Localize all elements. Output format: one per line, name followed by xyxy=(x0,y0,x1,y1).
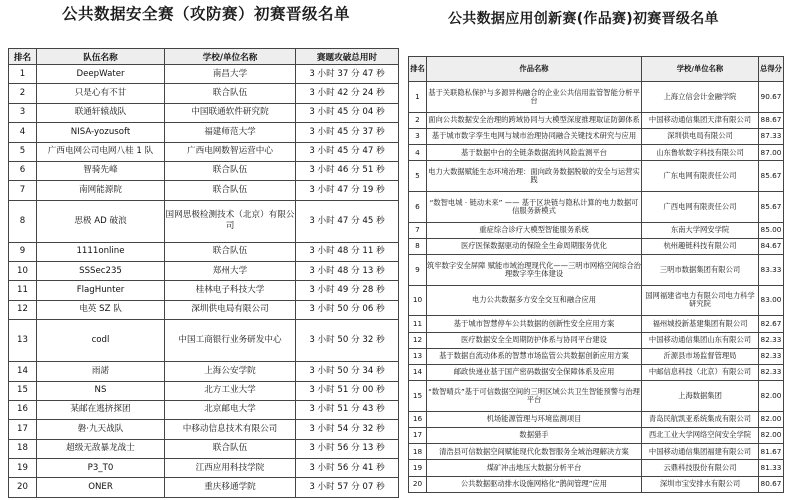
time-cell: 3 小时 50 分 34 秒 xyxy=(296,362,399,381)
header-time: 赛题攻破总用时 xyxy=(296,49,399,65)
time-cell: 3 小时 49 分 28 秒 xyxy=(296,281,399,300)
rank-cell: 19 xyxy=(409,460,427,476)
org-cell: 中国联通软件研究院 xyxy=(165,103,296,122)
work-name-cell: 煤矿冲击地压大数据分析平台 xyxy=(427,460,642,476)
org-cell: 福州城投新基建集团有限公司 xyxy=(642,316,759,332)
right-title: 公共数据应用创新赛(作品赛)初赛晋级名单 xyxy=(448,11,719,27)
rank-cell: 6 xyxy=(409,191,427,222)
rank-cell: 20 xyxy=(9,478,37,498)
org-cell: 南昌大学 xyxy=(165,65,296,84)
rank-cell: 16 xyxy=(9,400,37,419)
table-row xyxy=(9,420,399,439)
org-cell: 北方工业大学 xyxy=(165,381,296,400)
table-row xyxy=(409,161,784,192)
rank-cell: 20 xyxy=(409,476,427,492)
org-cell: 桂林电子科技大学 xyxy=(165,281,296,300)
team-name-cell: ONER xyxy=(37,478,165,498)
table-row xyxy=(9,103,399,122)
org-cell: 东南大学网安学院 xyxy=(642,222,759,238)
rank-cell: 2 xyxy=(9,84,37,103)
rank-cell: 13 xyxy=(409,348,427,364)
work-name-cell: 电力大数据赋能生态环境治理：面向政务数据脱敏的安全与运营实践 xyxy=(427,161,642,192)
attack-defense-ranking-table xyxy=(8,48,399,498)
table-row xyxy=(9,439,399,458)
rank-cell: 17 xyxy=(9,420,37,439)
rank-cell: 1 xyxy=(9,65,37,84)
work-name-cell: “数智晴兵”基于可信数据空间的三明区域公共卫生智能预警与治理平台 xyxy=(427,381,642,412)
rank-cell: 6 xyxy=(9,161,37,180)
org-cell: 郑州大学 xyxy=(165,262,296,281)
org-cell: 西北工业大学网络空间安全学院 xyxy=(642,427,759,443)
time-cell: 3 小时 56 分 41 秒 xyxy=(296,459,399,478)
org-cell: 沂源县市场监督管理局 xyxy=(642,348,759,364)
table-row xyxy=(409,460,784,476)
org-cell: 广西电网数智运营中心 xyxy=(165,142,296,161)
table-row xyxy=(409,191,784,222)
work-name-cell: 基于关联隐私保护与多源异构融合的企业公共信用监管智能分析平台 xyxy=(427,82,642,113)
score-cell: 90.67 xyxy=(759,82,784,113)
table-row xyxy=(9,320,399,362)
score-cell: 82.67 xyxy=(759,316,784,332)
score-cell: 82.00 xyxy=(759,427,784,443)
work-name-cell: 基于数据中台的全链条数据流转风险监测平台 xyxy=(427,145,642,161)
org-cell: 北京邮电大学 xyxy=(165,400,296,419)
rank-cell: 7 xyxy=(9,181,37,200)
rank-cell: 19 xyxy=(9,459,37,478)
rank-cell: 15 xyxy=(9,381,37,400)
table-row xyxy=(9,84,399,103)
team-name-cell: 雨諾 xyxy=(37,362,165,381)
table-row xyxy=(409,332,784,348)
rank-cell: 8 xyxy=(409,238,427,254)
rank-cell: 4 xyxy=(409,145,427,161)
work-name-cell: 医疗数据安全全周期防护体系与协同平台建设 xyxy=(427,332,642,348)
team-name-cell: FlagHunter xyxy=(37,281,165,300)
work-name-cell: 医疗医保数据驱动的保险全生命周期服务优化 xyxy=(427,238,642,254)
org-cell: 联合队伍 xyxy=(165,439,296,458)
header-work: 作品名称 xyxy=(427,57,642,82)
org-cell: 联合队伍 xyxy=(165,181,296,200)
header-score: 总得分 xyxy=(759,57,784,82)
rank-cell: 12 xyxy=(409,332,427,348)
org-cell: 上海公安学院 xyxy=(165,362,296,381)
score-cell: 82.33 xyxy=(759,364,784,380)
table-row xyxy=(9,123,399,142)
table-row xyxy=(9,300,399,319)
work-name-cell: 基于城市智慧停车公共数据的创新性安全应用方案 xyxy=(427,316,642,332)
work-name-cell: “数智电城 · 链动未来” —— 基于区块链与隐私计算的电力数据可信服务新模式 xyxy=(427,191,642,222)
work-name-cell: 重症综合诊疗大模型智能服务系统 xyxy=(427,222,642,238)
time-cell: 3 小时 50 分 06 秒 xyxy=(296,300,399,319)
rank-cell: 11 xyxy=(9,281,37,300)
table-row xyxy=(409,222,784,238)
team-name-cell: NS xyxy=(37,381,165,400)
table-row xyxy=(409,381,784,412)
team-name-cell: 广西电网公司电网八桂 1 队 xyxy=(37,142,165,161)
table-row xyxy=(9,459,399,478)
table-row xyxy=(409,254,784,285)
table-row xyxy=(9,142,399,161)
header-rank: 排名 xyxy=(409,57,427,82)
table-row xyxy=(9,478,399,498)
rank-cell: 16 xyxy=(409,411,427,427)
table-row xyxy=(409,316,784,332)
org-cell: 深圳供电局有限公司 xyxy=(642,128,759,144)
table-row xyxy=(409,444,784,460)
work-name-cell: 公共数据驱动排水设施网格化“鹊间管理”应用 xyxy=(427,476,642,492)
org-cell: 国网福建省电力有限公司电力科学研究院 xyxy=(642,285,759,316)
score-cell: 85.67 xyxy=(759,161,784,192)
work-name-cell: 筑牢数字安全屏障 赋能市域治理现代化——三明市网格空间综合治理数字孪生体建设 xyxy=(427,254,642,285)
org-cell: 广东电网有限责任公司 xyxy=(642,161,759,192)
left-title: 公共数据安全赛（攻防赛）初赛晋级名单 xyxy=(62,5,351,23)
work-name-cell: 面向公共数据安全治理的跨域协同与大模型深度推理取证防御体系 xyxy=(427,112,642,128)
org-cell: 深圳供电局有限公司 xyxy=(165,300,296,319)
score-cell: 82.00 xyxy=(759,411,784,427)
time-cell: 3 小时 50 分 32 秒 xyxy=(296,320,399,362)
org-cell: 联合队伍 xyxy=(165,84,296,103)
time-cell: 3 小时 45 分 04 秒 xyxy=(296,103,399,122)
org-cell: 青岛民航凯亚系统集成有限公司 xyxy=(642,411,759,427)
rank-cell: 7 xyxy=(409,222,427,238)
rank-cell: 14 xyxy=(9,362,37,381)
org-cell: 中国工商银行业务研发中心 xyxy=(165,320,296,362)
table-row xyxy=(9,262,399,281)
table-row xyxy=(9,381,399,400)
table-row xyxy=(409,238,784,254)
time-cell: 3 小时 45 分 37 秒 xyxy=(296,123,399,142)
rank-cell: 5 xyxy=(409,161,427,192)
score-cell: 82.33 xyxy=(759,348,784,364)
score-cell: 82.33 xyxy=(759,332,784,348)
time-cell: 3 小时 47 分 19 秒 xyxy=(296,181,399,200)
work-name-cell: 基于数据自流动体系的智慧市场监管公共数据创新应用方案 xyxy=(427,348,642,364)
score-cell: 87.00 xyxy=(759,145,784,161)
time-cell: 3 小时 45 分 47 秒 xyxy=(296,142,399,161)
work-name-cell: 电力公共数据多方安全交互和融合应用 xyxy=(427,285,642,316)
team-name-cell: 智骑先峰 xyxy=(37,161,165,180)
table-row xyxy=(409,411,784,427)
table-header-row xyxy=(409,57,784,82)
team-name-cell: 电英 SZ 队 xyxy=(37,300,165,319)
time-cell: 3 小时 56 分 13 秒 xyxy=(296,439,399,458)
rank-cell: 10 xyxy=(409,285,427,316)
org-cell: 中国移动通信集团天津有限公司 xyxy=(642,112,759,128)
table-row xyxy=(9,161,399,180)
score-cell: 83.33 xyxy=(759,254,784,285)
table-row xyxy=(9,181,399,200)
rank-cell: 18 xyxy=(9,439,37,458)
table-row xyxy=(409,348,784,364)
org-cell: 三明市数据集团有限公司 xyxy=(642,254,759,285)
team-name-cell: 南网能源院 xyxy=(37,181,165,200)
table-row xyxy=(409,82,784,113)
team-name-cell: 某邮在逃挤探团 xyxy=(37,400,165,419)
table-row xyxy=(409,476,784,492)
table-row xyxy=(409,364,784,380)
rank-cell: 4 xyxy=(9,123,37,142)
work-name-cell: 数据猎手 xyxy=(427,427,642,443)
team-name-cell: NISA-yozusoft xyxy=(37,123,165,142)
org-cell: 广西电网有限责任公司 xyxy=(642,191,759,222)
rank-cell: 1 xyxy=(409,82,427,113)
org-cell: 中移动信息技术有限公司 xyxy=(165,420,296,439)
rank-cell: 3 xyxy=(409,128,427,144)
score-cell: 81.67 xyxy=(759,444,784,460)
org-cell: 上海数据集团 xyxy=(642,381,759,412)
rank-cell: 18 xyxy=(409,444,427,460)
rank-cell: 9 xyxy=(409,254,427,285)
team-name-cell: DeepWater xyxy=(37,65,165,84)
org-cell: 福建师范大学 xyxy=(165,123,296,142)
org-cell: 山东鲁软数字科技有限公司 xyxy=(642,145,759,161)
org-cell: 杭州趣链科技有限公司 xyxy=(642,238,759,254)
org-cell: 上海立信会计金融学院 xyxy=(642,82,759,113)
org-cell: 中国移动通信集团福建有限公司 xyxy=(642,444,759,460)
team-name-cell: 超级无敌暴龙战士 xyxy=(37,439,165,458)
table-row xyxy=(409,128,784,144)
org-cell: 云鼎科技股份有限公司 xyxy=(642,460,759,476)
table-row xyxy=(9,242,399,261)
table-header-row xyxy=(9,49,399,65)
org-cell: 深圳市宝安排水有限公司 xyxy=(642,476,759,492)
header-team: 队伍名称 xyxy=(37,49,165,65)
team-name-cell: 1111online xyxy=(37,242,165,261)
score-cell: 82.00 xyxy=(759,381,784,412)
org-cell: 江西应用科技学院 xyxy=(165,459,296,478)
org-cell: 联合队伍 xyxy=(165,242,296,261)
time-cell: 3 小时 51 分 43 秒 xyxy=(296,400,399,419)
org-cell: 中邮信息科技（北京）有限公司 xyxy=(642,364,759,380)
header-org: 学校/单位名称 xyxy=(642,57,759,82)
org-cell: 国网思极检测技术（北京）有限公司 xyxy=(165,200,296,242)
score-cell: 85.67 xyxy=(759,191,784,222)
rank-cell: 9 xyxy=(9,242,37,261)
score-cell: 80.67 xyxy=(759,476,784,492)
time-cell: 3 小时 51 分 00 秒 xyxy=(296,381,399,400)
rank-cell: 15 xyxy=(409,381,427,412)
table-row xyxy=(9,362,399,381)
time-cell: 3 小时 47 分 45 秒 xyxy=(296,200,399,242)
table-row xyxy=(9,281,399,300)
rank-cell: 17 xyxy=(409,427,427,443)
team-name-cell: codl xyxy=(37,320,165,362)
time-cell: 3 小时 48 分 11 秒 xyxy=(296,242,399,261)
rank-cell: 14 xyxy=(409,364,427,380)
team-name-cell: 只是心有不甘 xyxy=(37,84,165,103)
org-cell: 联合队伍 xyxy=(165,161,296,180)
table-row xyxy=(9,400,399,419)
team-name-cell: 思极 AD 破浪 xyxy=(37,200,165,242)
time-cell: 3 小时 46 分 51 秒 xyxy=(296,161,399,180)
header-org: 学校/单位名称 xyxy=(165,49,296,65)
rank-cell: 13 xyxy=(9,320,37,362)
score-cell: 84.67 xyxy=(759,238,784,254)
table-row xyxy=(9,65,399,84)
rank-cell: 5 xyxy=(9,142,37,161)
rank-cell: 3 xyxy=(9,103,37,122)
work-name-cell: 邮政快递业基于国产密码数据安全保障体系及应用 xyxy=(427,364,642,380)
rank-cell: 10 xyxy=(9,262,37,281)
team-name-cell: P3_T0 xyxy=(37,459,165,478)
team-name-cell: 磐·九天战队 xyxy=(37,420,165,439)
time-cell: 3 小时 37 分 47 秒 xyxy=(296,65,399,84)
table-row xyxy=(409,112,784,128)
score-cell: 88.67 xyxy=(759,112,784,128)
score-cell: 87.33 xyxy=(759,128,784,144)
team-name-cell: SSSec235 xyxy=(37,262,165,281)
work-name-cell: 清浩县可信数据空间赋能现代化数智服务全域治理解决方案 xyxy=(427,444,642,460)
rank-cell: 2 xyxy=(409,112,427,128)
time-cell: 3 小时 57 分 07 秒 xyxy=(296,478,399,498)
time-cell: 3 小时 54 分 32 秒 xyxy=(296,420,399,439)
time-cell: 3 小时 48 分 13 秒 xyxy=(296,262,399,281)
org-cell: 中国移动通信集团山东有限公司 xyxy=(642,332,759,348)
table-row xyxy=(9,200,399,242)
work-name-cell: 基于城市数字孪生电网与城市治理协同融合关键技术研究与应用 xyxy=(427,128,642,144)
work-name-cell: 机场能源管理与环境监测项目 xyxy=(427,411,642,427)
application-innovation-ranking-table xyxy=(408,56,784,493)
score-cell: 85.00 xyxy=(759,222,784,238)
team-name-cell: 联通轩辕战队 xyxy=(37,103,165,122)
table-row xyxy=(409,145,784,161)
rank-cell: 11 xyxy=(409,316,427,332)
org-cell: 重庆移通学院 xyxy=(165,478,296,498)
header-rank: 排名 xyxy=(9,49,37,65)
rank-cell: 8 xyxy=(9,200,37,242)
table-row xyxy=(409,427,784,443)
table-row xyxy=(409,285,784,316)
score-cell: 81.33 xyxy=(759,460,784,476)
time-cell: 3 小时 42 分 24 秒 xyxy=(296,84,399,103)
rank-cell: 12 xyxy=(9,300,37,319)
score-cell: 83.00 xyxy=(759,285,784,316)
